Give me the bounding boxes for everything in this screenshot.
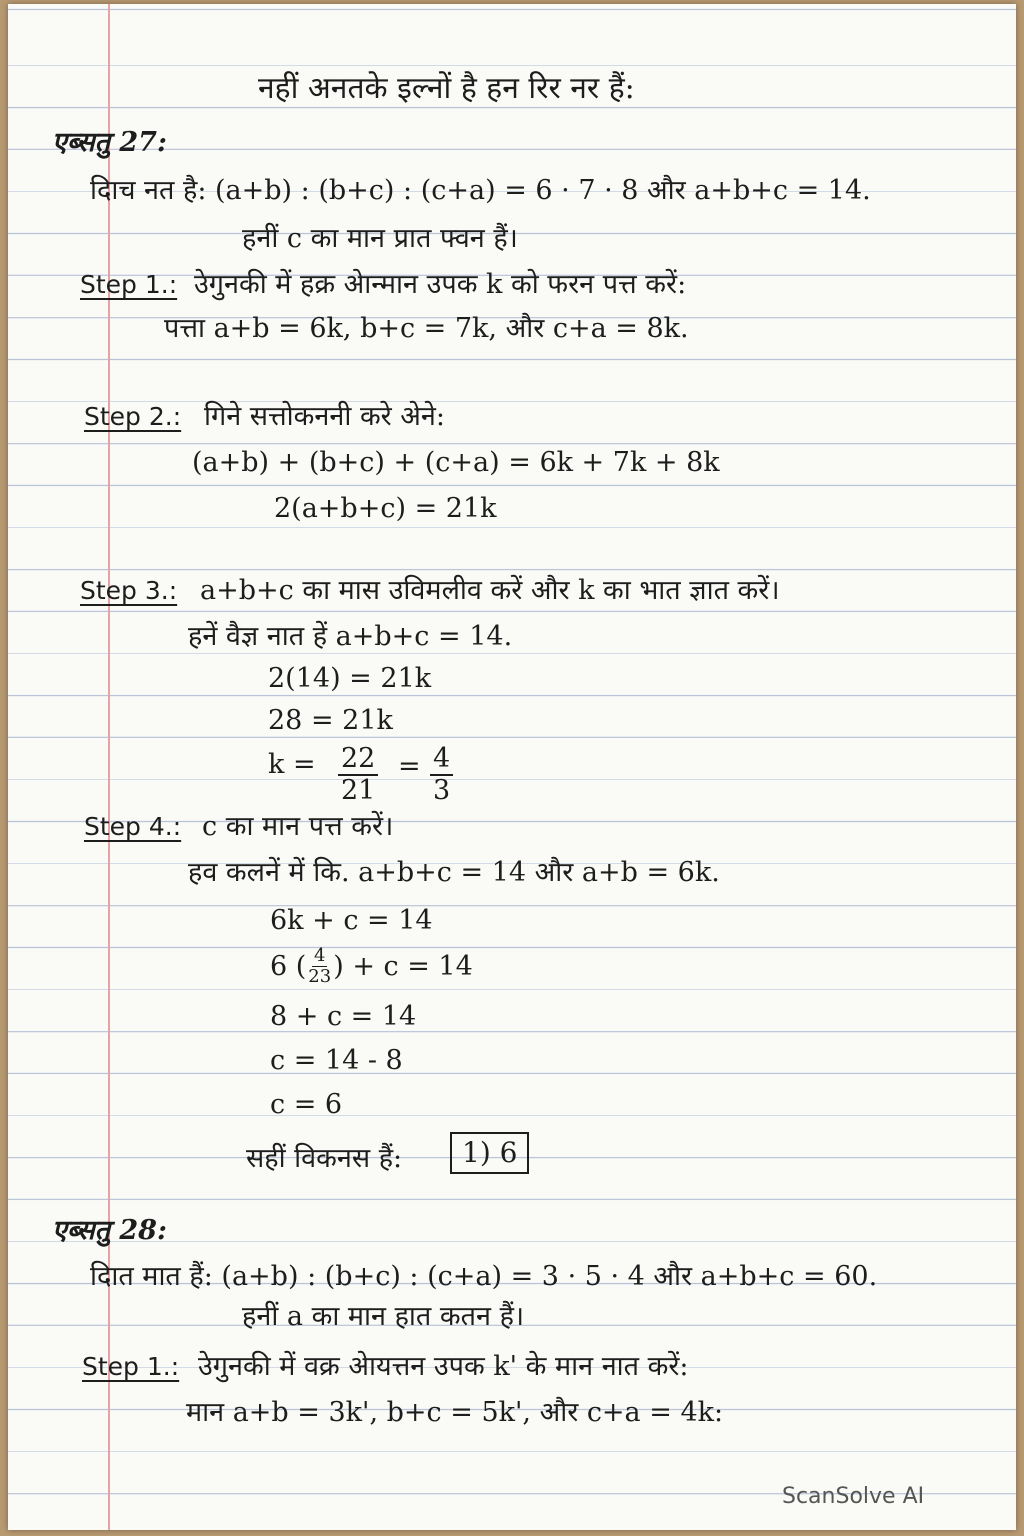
- answer-box: 1) 6: [450, 1132, 529, 1174]
- brand-watermark: ScanSolve AI: [782, 1484, 925, 1509]
- q27-step1-text: उेगुनकी में हक्र अेान्मान उपक k को फरन पत्त करें:: [194, 269, 687, 300]
- q27-step4-text: c का मान पत्त करें।: [202, 811, 394, 842]
- q27-step3-eq1: 2(14) = 21k: [268, 663, 432, 694]
- q27-given: दिाच नत है: (a+b) : (b+c) : (c+a) = 6 · 7 · 8 और a+b+c = 14.: [90, 175, 871, 206]
- small-fraction-numerator: 4: [314, 945, 326, 966]
- fraction-4-3: [430, 744, 453, 806]
- q27-heading: एब्सतु 27:: [52, 127, 167, 158]
- q27-step4-eq5: c = 6: [270, 1089, 343, 1120]
- fraction-numerator: 4: [430, 744, 453, 776]
- q27-step4-eq3: 8 + c = 14: [270, 1001, 417, 1032]
- q27-step2-eq1: (a+b) + (b+c) + (c+a) = 6k + 7k + 8k: [192, 447, 720, 478]
- q27-step4-eq4: c = 14 - 8: [270, 1045, 403, 1076]
- q27-step2-text: गिने सत्तोकननी करे अेने:: [204, 401, 446, 432]
- q28-step1-label: Step 1.:: [82, 1352, 180, 1381]
- fraction-denominator: 3: [433, 775, 451, 806]
- q27-step4-eq2: [270, 946, 473, 987]
- q28-step1-text: उेगुनकी में वक्र अेायत्तन उपक k' के मान नात करें:: [198, 1351, 689, 1382]
- q27-step3-line: हनें वैज्ञ नात हें a+b+c = 14.: [188, 621, 513, 652]
- answer-label: सहीं विकनस हैं:: [246, 1143, 403, 1174]
- fraction-22-21: [338, 744, 378, 806]
- notebook-page: [8, 4, 1016, 1530]
- q27-step4-label: Step 4.:: [84, 812, 182, 841]
- q27-step2-label: Step 2.:: [84, 402, 182, 431]
- eq-suffix: ) + c = 14: [333, 951, 473, 982]
- fraction-numerator: 22: [338, 744, 378, 776]
- q27-step3-k: k =: [268, 749, 316, 780]
- q27-step3-eq2: 28 = 21k: [268, 705, 393, 736]
- q28-step1-line: मान a+b = 3k', b+c = 5k', और c+a = 4k:: [186, 1397, 724, 1428]
- q27-step2-eq2: 2(a+b+c) = 21k: [274, 493, 497, 524]
- q28-heading: एब्सतु 28:: [52, 1215, 167, 1246]
- fraction-denominator: 21: [341, 775, 376, 806]
- q27-step4-line: हव कलनें में कि. a+b+c = 14 और a+b = 6k.: [188, 857, 720, 888]
- margin-line: [108, 4, 110, 1530]
- page-title: नहीं अनतके इल्नों है हन रिर नर हैं:: [258, 71, 635, 106]
- equals-sign: =: [398, 751, 421, 782]
- q27-step4-eq1: 6k + c = 14: [270, 905, 433, 936]
- q28-given: दिात मात हैं: (a+b) : (b+c) : (c+a) = 3 · 5 · 4 और a+b+c = 60.: [90, 1261, 878, 1292]
- q27-step1-label: Step 1.:: [80, 270, 178, 299]
- small-fraction-denominator: 23: [308, 966, 332, 987]
- q28-ask: हनीं a का मान हात कतन हैं।: [242, 1301, 525, 1332]
- q27-step3-text: a+b+c का मास उविमलीव करें और k का भात ज्ञात करें।: [200, 575, 780, 606]
- q27-step3-label: Step 3.:: [80, 576, 178, 605]
- q27-ask: हनीं c का मान प्रात फ्वन हैं।: [242, 223, 518, 254]
- small-fraction: [308, 946, 331, 987]
- eq-prefix: 6 (: [270, 951, 307, 982]
- q27-step1-line: पत्ता a+b = 6k, b+c = 7k, और c+a = 8k.: [164, 313, 689, 344]
